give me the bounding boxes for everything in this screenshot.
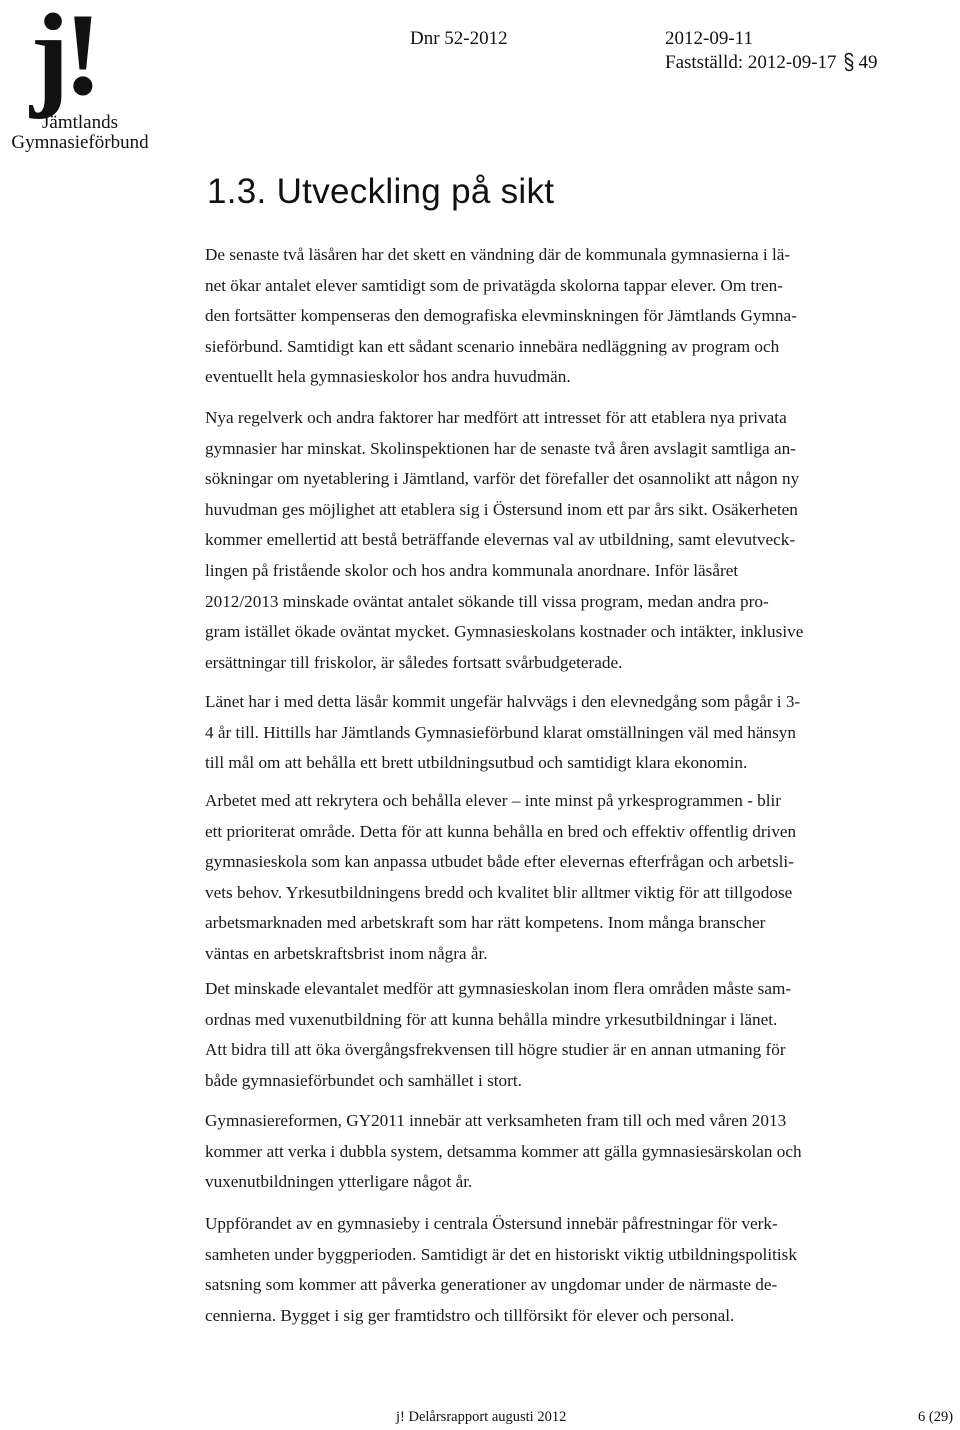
paragraph-line: väntas en arbetskraftsbrist inom några år. (205, 943, 488, 963)
paragraph-line: ordnas med vuxenutbildning för att kunna behålla mindre yrkesutbildningar i länet. (205, 1009, 778, 1029)
paragraph-line: cennierna. Bygget i sig ger framtidstro och tillförsikt för elever och personal. (205, 1305, 735, 1325)
paragraph-line: De senaste två läsåren har det skett en vändning där de kommunala gymnasierna i lä- (205, 245, 791, 264)
paragraph-line: sökningar om nyetablering i Jämtland, varför det förefaller det osannolikt att någon ny (205, 469, 800, 489)
footer-page-number: 6 (29) (918, 1409, 954, 1425)
paragraph-line: Gymnasiereformen, GY2011 innebär att verksamheten fram till och med våren 2013 (205, 1111, 787, 1130)
paragraph-ref: 49 (858, 52, 878, 73)
paragraph-line: vuxenutbildningen ytterligare något år. (205, 1172, 473, 1192)
section-title: 1.3. Utveckling på sikt (207, 172, 555, 211)
adoption-line (665, 52, 878, 74)
paragraph-line: arbetsmarknaden med arbetskraft som har rätt kompetens. Inom många branscher (205, 913, 766, 933)
paragraph-line: till mål om att behålla ett brett utbildningsutbud och samtidigt klara ekonomin. (205, 753, 748, 773)
paragraph-line: vets behov. Yrkesutbildningens bredd och kvalitet blir alltmer viktig för att tillgodose (205, 882, 793, 902)
paragraph-line: Nya regelverk och andra faktorer har medfört att intresset för att etablera nya privata (205, 408, 787, 427)
paragraph-line: eventuellt hela gymnasieskolor hos andra huvudmän. (205, 367, 571, 387)
paragraph-line: ersättningar till friskolor, är således fortsatt svårbudgeterade. (205, 652, 623, 672)
paragraph-line: 2012/2013 minskade oväntat antalet sökande till vissa program, medan andra pro- (205, 591, 769, 611)
paragraph-line: sieförbund. Samtidigt kan ett sådant scenario innebära nedläggning av program och (205, 336, 780, 356)
paragraph-line: satsning som kommer att påverka generationer av ungdomar under de närmaste de- (205, 1275, 778, 1295)
paragraph-line: Det minskade elevantalet medför att gymnasieskolan inom flera områden måste sam- (205, 979, 792, 998)
paragraph (205, 240, 885, 393)
paragraph-line: Arbetet med att rekrytera och behålla elever – inte minst på yrkesprogrammen - blir (205, 791, 782, 810)
paragraph-line: lingen på fristående skolor och hos andra kommunala anordnare. Inför läsåret (205, 560, 739, 580)
adoption-date: Fastställd: 2012-09-17 (665, 52, 837, 73)
paragraph-line: samheten under byggperioden. Samtidigt är det en historiskt viktig utbildningspolitisk (205, 1244, 797, 1264)
paragraph-line: gymnasieskola som kan anpassa utbudet både efter elevernas efterfrågan och arbetsli- (205, 852, 794, 872)
logo-mark: j! (30, 0, 97, 120)
paragraph-line: den fortsätter kompenseras den demografiska elevminskningen för Jämtlands Gymna- (205, 306, 797, 326)
paragraph (205, 1106, 885, 1198)
paragraph-line: gymnasier har minskat. Skolinspektionen har de senaste två åren avslagit samtliga an- (205, 438, 796, 458)
paragraph-line: gram istället ökade oväntat mycket. Gymnasieskolans kostnader och intäkter, inklusive (205, 622, 804, 642)
paragraph-line: huvudman ges möjlighet att etablera sig i Östersund inom ett par års sikt. Osäkerheten (205, 499, 798, 519)
paragraph-line: både gymnasieförbundet och samhället i stort. (205, 1070, 522, 1090)
document-number: Dnr 52-2012 (410, 28, 508, 49)
paragraph-line: ett prioriterat område. Detta för att kunna behålla en bred och effektiv offentlig driven (205, 821, 797, 841)
paragraph-line: Länet har i med detta läsår kommit ungefär halvvägs i den elevnedgång som pågår i 3- (205, 692, 801, 711)
logo-name-line2: Gymnasieförbund (11, 132, 149, 153)
paragraph (205, 1209, 885, 1331)
paragraph (205, 687, 885, 779)
paragraph-line: Uppförandet av en gymnasieby i centrala Östersund innebär påfrestningar för verk- (205, 1214, 778, 1233)
paragraph (205, 974, 885, 1096)
paragraph-line: 4 år till. Hittills har Jämtlands Gymnasieförbund klarat omställningen väl med hänsyn (205, 722, 796, 742)
paragraph-line: kommer emellertid att bestå beträffande elevernas val av utbildning, samt elevutveck- (205, 530, 796, 550)
organization-logo (0, 0, 150, 160)
document-date: 2012-09-11 (665, 28, 753, 49)
paragraph-line: kommer att verka i dubbla system, detsamma kommer att gälla gymnasiesärskolan och (205, 1141, 802, 1161)
footer-title: j! Delårsrapport augusti 2012 (396, 1409, 567, 1425)
logo-name-line1: Jämtlands (42, 112, 118, 133)
paragraph (205, 786, 885, 970)
paragraph (205, 403, 885, 678)
paragraph-line: Att bidra till att öka övergångsfrekvensen till högre studier är en annan utmaning för (205, 1040, 786, 1060)
section-sign-icon (841, 52, 857, 72)
paragraph-line: net ökar antalet elever samtidigt som de privatägda skolorna tappar elever. Om tren- (205, 275, 783, 295)
